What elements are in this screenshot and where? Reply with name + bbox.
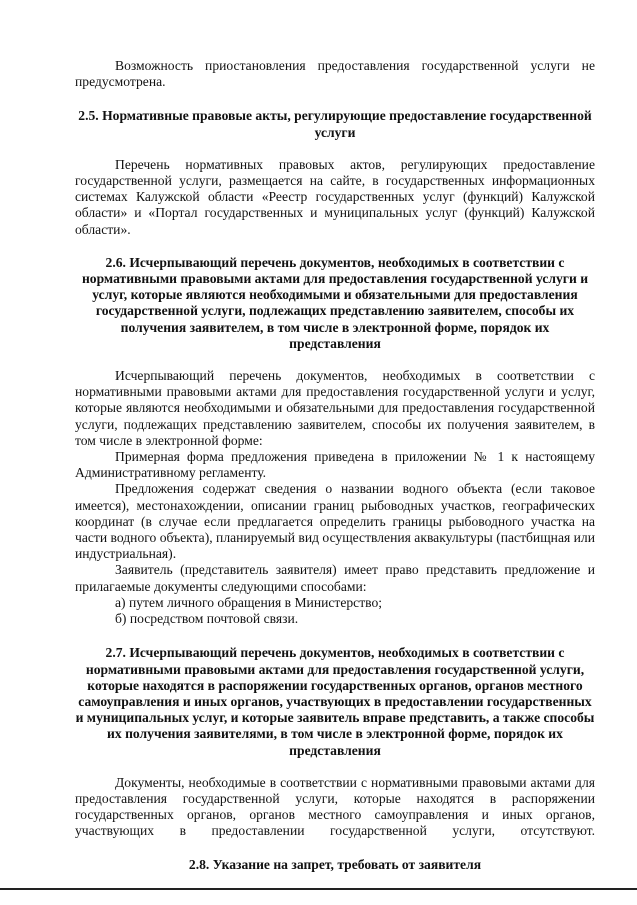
section-2-5-heading: 2.5. Нормативные правовые акты, регулирующие предоставление государственной услуги bbox=[78, 108, 592, 140]
section-2-8-heading: 2.8. Указание на запрет, требовать от заявителя bbox=[188, 856, 482, 872]
section-2-7-heading: 2.7. Исчерпывающий перечень документов, необходимых в соответствии с нормативными правовыми актами для предоставления государственной услуги, которые находятся в распоряжении государственных органов, органов местного самоуправления и иных органов, участвующих в предоставлении государственных и муниципальных услуг, и которые заявитель вправе представить, а также способы их получения заявителями, в том числе в электронной форме, порядок их представления bbox=[75, 645, 595, 758]
section-2-7-paragraph: Документы, необходимые в соответствии с нормативными правовыми актами для предоставления государственной услуги, которые находятся в распоряжении государственных органов, органов местного самоуправления и иных органов, участвующих в предоставлении государственной услуги, отсутствуют. bbox=[75, 774, 595, 839]
section-2-6-heading: 2.6. Исчерпывающий перечень документов, необходимых в соответствии с нормативными правовыми актами для предоставления государственной услуги и услуг, которые являются необходимыми и обязательными для предоставления государственной услуги, подлежащих представлению заявителем, способы их получения заявителем, в том числе в электронной форме, порядок их представления bbox=[81, 254, 589, 351]
section-2-6-paragraph-2: Примерная форма предложения приведена в приложении № 1 к настоящему Административному регламенту. bbox=[75, 449, 595, 481]
document-page bbox=[75, 58, 595, 873]
page-bottom-rule bbox=[0, 888, 637, 890]
section-2-6-paragraph-1: Исчерпывающий перечень документов, необходимых в соответствии с нормативными правовыми актами для предоставления государственной услуги и услуг, которые являются необходимыми и обязательными для предоставления государственной услуги, подлежащих представлению заявителем, способы их получения заявителем, в том числе в электронной форме: bbox=[75, 368, 595, 448]
section-2-6-paragraph-3: Предложения содержат сведения о названии водного объекта (если таковое имеется), местонахождении, описании границ рыбоводных участков, географических координат (в случае если предлагается определить границы рыбоводного участка на части водного объекта), планируемый вид осуществления аквакультуры (пастбищная или индустриальная). bbox=[75, 481, 595, 562]
list-item-a: а) путем личного обращения в Министерство; bbox=[115, 594, 383, 610]
section-2-5-paragraph: Перечень нормативных правовых актов, регулирующих предоставление государственной услуги, размещается на сайте, в государственных информационных системах Калужской области «Реестр государственных услуг (функций) Калужской области» и «Портал государственных и муниципальных услуг (функций) Калужской области». bbox=[75, 156, 595, 237]
list-item-b: б) посредством почтовой связи. bbox=[115, 611, 299, 627]
paragraph-intro-tail: Возможность приостановления предоставления государственной услуги не предусмотрена. bbox=[75, 58, 595, 90]
section-2-6-paragraph-4: Заявитель (представитель заявителя) имеет право представить предложение и прилагаемые документы следующими способами: bbox=[75, 562, 595, 594]
